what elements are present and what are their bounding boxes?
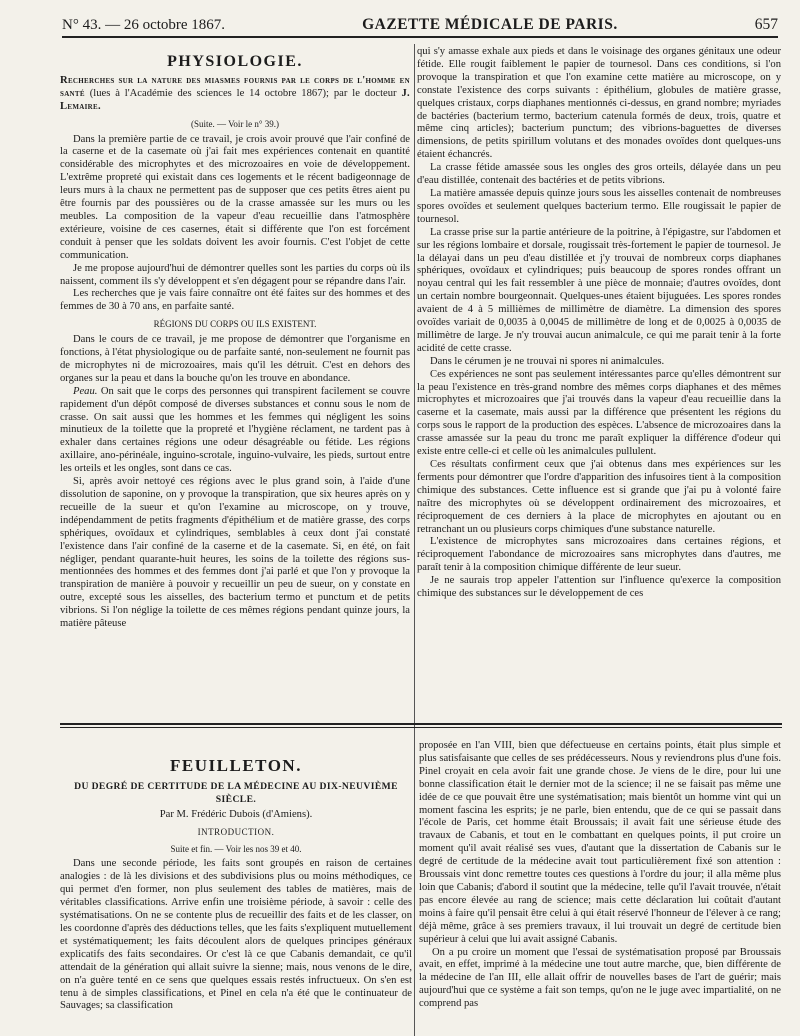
paragraph: La crasse fétide amassée sous les ongles des gros orteils, délayée dans un peu d'eau distillée, contenait des bactéries et de petits vibrions. — [417, 162, 781, 187]
paragraph: proposée en l'an VIII, bien que défectueuse en certains points, était plus simple et plus satisfaisante que celles de ses prédécesseurs. Nous y reviendrons plus d'une fois. Pinel croyait en cela avoir fait une grande chose. Je viens de le dire, pour lui une bonne classification était le dernier mot de la science; il ne se faisait pas même une idée de ce que pouvait être une systématisation; mais bientôt un homme vint qui un moment fascina les esprits; je ne parle, bien entendu, que de ce qui se passait dans l'école de Paris, cet homme était Broussais; il avait fait une sérieuse étude des travaux de Cabanis, et tout en le combattant en quelques points, il put croire un moment qu'il avait réalisé ses vues, d'autant que la dissertation de Cabanis sur le degré de certitude de la médecine avait tout particulièrement fixé son attention : Broussais vint donc remettre toutes ces questions à l'ordre du jour; il alla même plus loin que Cabanis; d'abord il soutint que la médecine, telle qu'il l'avait trouvée, n'était pas encore élevée au rang de science; mais cette déclaration lui coûtait d'autant moins à faire qu'il pensait être celui à qui était réservé l'honneur de l'élever à ce rang; déjà même, grâce à ses premiers travaux, il lui trouvait un degré de certitude bien supérieur à celui que lui avait assigné Cabanis. — [419, 740, 781, 945]
paragraph: L'existence de microphytes sans microzoaires dans certaines régions, et réciproquement l'abondance de microzoaires sans microphytes dans d'autres, me paraît tenir à la composition chimique différente de leur sueur. — [417, 536, 781, 574]
subheading: RÉGIONS DU CORPS OU ILS EXISTENT. — [153, 319, 317, 330]
paragraph-body: On sait que le corps des personnes qui transpirent facilement se couvre rapidement d'un dépôt composé de diverses substances et connu sous le nom de crasse. On sait aussi que les hommes et les femmes qui négligent les soins minutieux de la toilette que la propreté et l'hygiène réclament, ne tardent pas à exhaler dans certaines régions une odeur désagréable ou fétide. Les régions axillaire, ano-périnéale, inguino-scrotale, inguino-vulvaire, les pieds, surtout entre les orteils et les ongles, sont dans ce cas. — [60, 385, 410, 475]
newspaper-title: GAZETTE MÉDICALE DE PARIS. — [362, 16, 618, 33]
paragraph: La matière amassée depuis quinze jours sous les aisselles contenait de nombreuses spores ovoïdes et seulement quelques bacterium termo. Elle rougissait le papier de tournesol. — [417, 187, 781, 225]
column-feuilleton-right — [419, 740, 781, 1036]
paragraph: Si, après avoir nettoyé ces régions avec le plus grand soin, à l'aide d'une dissolution de saponine, on y provoque la transpiration, que six heures après on y recueille de la sueur et qu'on l'examine au microscope, on y trouve, indépendamment de petits fragments d'épithélium et de matière grasse, des corps sphériques, ovoïdaux et cylindriques, semblables à ceux dont j'ai constaté l'existence dans l'air confiné de la caserne et de la casemate. Si, en été, on fait négliger, pendant quarante-huit heures, les soins de la toilette des régions sus-mentionnées des hommes et des femmes dont j'ai parlé et que l'on y provoque la transpiration de manière à pouvoir y recueillir un peu de sueur, on y constate en outre, excepté sous les aisselles, des bacterium termo et punctum et de petits vibrions. Si l'on néglige la toilette de ces mêmes régions pendant quinze jours, la matière pâteuse — [60, 476, 410, 630]
paragraph-lead: Peau. — [73, 385, 98, 397]
paragraph: La crasse prise sur la partie antérieure de la poitrine, à l'épigastre, sur l'abdomen et sur les régions lombaire et dorsale, rougissait très-fortement le papier de tournesol. Je la délayai dans un peu d'eau distillée et j'y trouvai de nombreux corps diaphanes sphériques, ovoïdaux et cylindriques; puis beaucoup de spores rondes offrant un noyau central qui les fait ressembler à une pièce de monnaie; d'autres ovoïdes, dont un certain nombre bourgeonnait. Quelques-unes étaient bijuguées. Les spores rondes avaient de 4 à 5 millièmes de millimètre de diamètre. La dimension des spores ovoïdes variait de 0,0035 à 0,0045 de millimètre de long et de 0,0025 à 0,0035 de millimètre de large. Je n'y trouvai aucun animalcule, ce qui me parait tenir à la forte acidité de cette crasse. — [417, 226, 781, 354]
feuilleton-author: Par M. Frédéric Dubois (d'Amiens). — [159, 808, 313, 820]
column-physiologie-left — [60, 46, 410, 720]
paragraph: Dans le cours de ce travail, je me propose de démontrer que l'organisme en fonctions, à l'état physiologique ou de parfaite santé, non-seulement ne fournit pas de microphytes ni de microzoaires, mais qu'il les détruit. C'est en dehors des organes sur la peau et dans la bouche qu'on les trouve en abondance. — [60, 334, 410, 384]
feuilleton-intro-heading: INTRODUCTION. — [197, 826, 275, 837]
article-title-main: Recherches sur la nature des miasmes fournis par le corps de l'homme en santé — [60, 74, 410, 99]
column-divider — [414, 44, 415, 1036]
paragraph: Je ne saurais trop appeler l'attention sur l'influence qu'exerce la composition chimique des substances sur le développement de ces — [417, 575, 781, 600]
paragraph: Dans le cérumen je ne trouvai ni spores ni animalcules. — [430, 355, 665, 367]
column-physiologie-right — [417, 46, 781, 720]
paragraph: qui s'y amasse exhale aux pieds et dans le voisinage des organes génitaux une odeur fétide. Elle rougit faiblement le papier de tournesol. Dans ces conditions, si l'on provoque la transpiration et que l'on examine cette matière au microscope, on y constate l'existence des corps suivants : épithélium, globules de matière grasse, quelques cristaux, corps diaphanes mentionnés ci-dessus, en grand nombre; myriades de bactéries (bacterium termo, bacterium catenula formés de deux, trois, quatre et même cinq articles); bacterium punctum; des vibrions-baguettes de diverses dimensions, de petits spirillum volutans et des monades ovoïdes dont quelques-uns étaient échancrés. — [417, 46, 781, 161]
article-title-details: (lues à l'Académie des sciences le 14 octobre 1867); par le docteur — [84, 87, 402, 99]
paragraph: Je me propose aujourd'hui de démontrer quelles sont les parties du corps où ils naissent, comment ils s'y développent et s'en dégagent pour se répandre dans l'air. — [60, 262, 410, 287]
page-number: 657 — [754, 16, 778, 33]
paragraph: On a pu croire un moment que l'essai de systématisation proposé par Broussais avait, en effet, imprimé à la médecine une tout autre marche, que, bien différente de la médecine de l'an III, elle allait offrir de nouvelles bases de l'art de guérir; mais aujourd'hui que ce système a fait son temps, qu'on ne le juge avec impartialité, on ne comprend pas — [419, 946, 781, 1010]
paragraph: Ces résultats confirment ceux que j'ai obtenus dans mes expériences sur les ferments pour démontrer que l'ordre d'apparition des infusoires tient à la composition chimique des substances. Cette influence est si grande que j'ai pu à volonté faire naître des microphytes où se développent ordinairement des microzoaires, et réciproquement de ces derniers à la place de microphytes en ajoutant ou en retranchant un ou plusieurs corps chimiques d'une substance naturelle. — [417, 459, 781, 535]
article-title — [60, 75, 410, 114]
feuilleton-title: FEUILLETON. — [170, 756, 302, 775]
feuilleton-divider — [60, 723, 782, 728]
continuation-note: Suite et fin. — Voir les nos 39 et 40. — [170, 843, 302, 854]
continuation-note: (Suite. — Voir le n° 39.) — [190, 118, 279, 129]
paragraph: Dans une seconde période, les faits sont groupés en raison de certaines analogies : de là les divisions et des subdivisions plus ou moins méthodiques, ce qui permet d'en former, non plus seulement des tables de matières, mais de véritables classifications. Arrive enfin une troisième période, à savoir : celle des systématisations. On ne se contente plus de recueillir des faits et de les classer, on les coordonne d'après des déductions telles, que les faits s'expliquent mutuellement et systématiquement; les faits découlent alors de quelques principes généraux explicatifs des faits secondaires. Or c'est là ce que Cabanis demandait, ce qu'il attendait de la génération qui allait suivre la sienne; mais, nous venons de le dire, on n'a guère tenté en ce sens que quelques essais restés infructueux. On s'en est tenu à de simples classifications, et Pinel en cela n'a été que le continuateur de Sauvages; sa classification — [60, 858, 412, 1012]
issue-number: N° 43. — 26 octobre 1867. — [62, 17, 226, 33]
paragraph: Les recherches que je vais faire connaître ont été faites sur des hommes et des femmes de 30 à 70 ans, en parfaite santé. — [60, 288, 410, 313]
page-header — [62, 6, 778, 38]
section-title: PHYSIOLOGIE. — [167, 53, 303, 70]
paragraph: Dans la première partie de ce travail, je crois avoir prouvé que l'air confiné de la caserne et de la casemate où j'ai fait mes expériences contenait en quantité considérable des microphytes et des microzoaires en voie de développement. L'extrême propreté qui existait dans ces logements et le récent badigeonnage de leurs murs à la chaux ne permettent pas de supposer que ces petits êtres aient pu être fournis par des poussières ou de la crasse amassée sur les murs ou les meubles. La composition de la vapeur d'eau recueillie dans l'atmosphère extérieure, voisine de ces casernes, était si différente que l'on est forcément conduit à penser que les soldats doivent les avoir fournis. C'est l'objet de cette communication. — [60, 133, 410, 261]
column-feuilleton-left — [60, 754, 412, 1036]
paragraph: Ces expériences ne sont pas seulement intéressantes parce qu'elles démontrent sur la peau l'existence en très-grand nombre des mêmes corps diaphanes et des mêmes microphytes et microzoaires que j'ai trouvés dans la vapeur d'eau recueillie dans la caserne et la casemate, mais aussi par la différence que présentent les régions du corps sous le rapport de la production des espèces. L'absence de microzoaires dans la crasse amassée sur la peau du tronc me paraît expliquer la différence d'odeur qui existe entre celle-ci et celle où les animalcules pullulent. — [417, 368, 781, 458]
paragraph — [60, 386, 410, 476]
article-author: J. Lemaire. — [60, 87, 410, 112]
feuilleton-subtitle: DU DEGRÉ DE CERTITUDE DE LA MÉDECINE AU DIX-NEUVIÈME SIÈCLE. — [74, 780, 398, 805]
